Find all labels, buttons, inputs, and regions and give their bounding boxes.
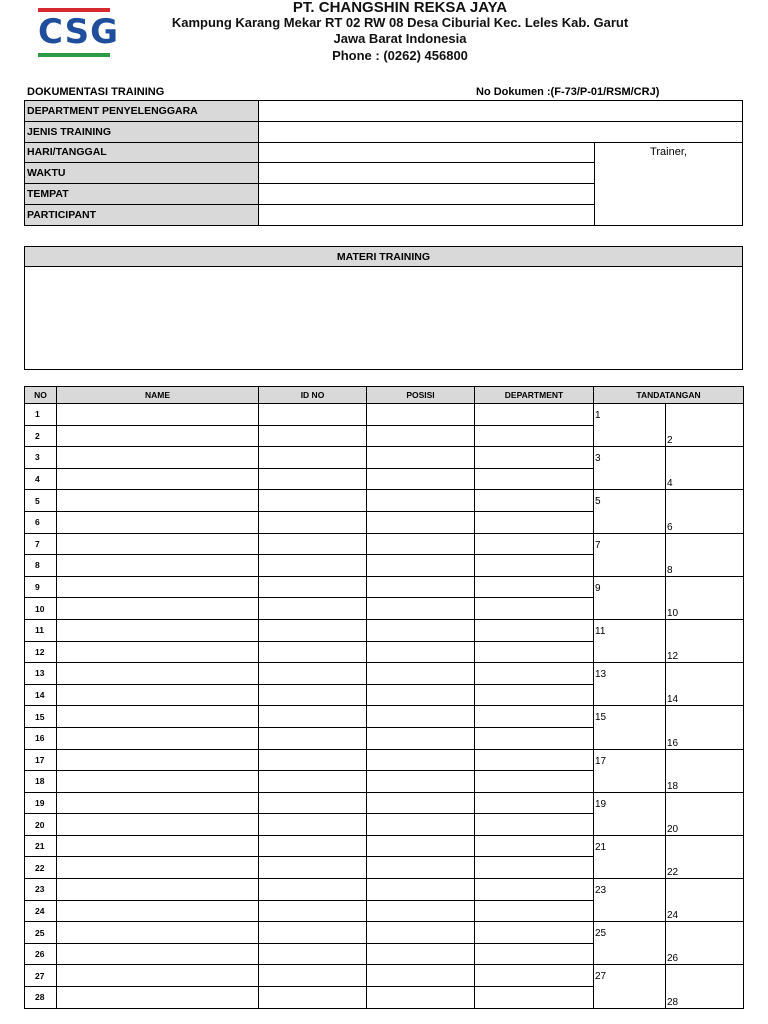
posisi-cell[interactable] xyxy=(367,533,475,555)
field-jenis-training[interactable] xyxy=(259,121,743,142)
department-cell[interactable] xyxy=(475,857,594,879)
column-header-posisi: POSISI xyxy=(367,387,475,404)
row-number: 4 xyxy=(25,468,57,490)
id-cell[interactable] xyxy=(259,447,367,469)
name-cell[interactable] xyxy=(57,749,259,771)
department-cell[interactable] xyxy=(475,490,594,512)
column-header-department: DEPARTMENT xyxy=(475,387,594,404)
name-cell[interactable] xyxy=(57,814,259,836)
signature-cell[interactable]: 26 xyxy=(666,922,744,965)
id-cell[interactable] xyxy=(259,490,367,512)
id-cell[interactable] xyxy=(259,987,367,1009)
id-cell[interactable] xyxy=(259,857,367,879)
signature-cell[interactable]: 8 xyxy=(666,533,744,576)
document-number: No Dokumen :(F-73/P-01/RSM/CRJ) xyxy=(476,86,660,98)
department-cell[interactable] xyxy=(475,511,594,533)
department-cell[interactable] xyxy=(475,792,594,814)
label-tempat: TEMPAT xyxy=(25,184,259,205)
table-row xyxy=(25,922,744,944)
department-cell[interactable] xyxy=(475,619,594,641)
department-cell[interactable] xyxy=(475,425,594,447)
id-cell[interactable] xyxy=(259,511,367,533)
department-cell[interactable] xyxy=(475,404,594,426)
signature-cell[interactable]: 15 xyxy=(594,706,666,749)
label-waktu: WAKTU xyxy=(25,163,259,184)
table-row xyxy=(25,792,744,814)
department-cell[interactable] xyxy=(475,663,594,685)
name-cell[interactable] xyxy=(57,598,259,620)
logo-green-bar xyxy=(38,53,110,57)
posisi-cell[interactable] xyxy=(367,792,475,814)
document-title: DOKUMENTASI TRAINING xyxy=(27,86,165,98)
name-cell[interactable] xyxy=(57,425,259,447)
row-number: 17 xyxy=(25,749,57,771)
company-name: PT. CHANGSHIN REKSA JAYA xyxy=(292,0,508,16)
name-cell[interactable] xyxy=(57,447,259,469)
signature-cell[interactable]: 21 xyxy=(594,835,666,878)
posisi-cell[interactable] xyxy=(367,727,475,749)
posisi-cell[interactable] xyxy=(367,771,475,793)
department-cell[interactable] xyxy=(475,879,594,901)
id-cell[interactable] xyxy=(259,879,367,901)
table-row xyxy=(25,706,744,728)
logo-text: CSG xyxy=(38,12,119,52)
signature-cell[interactable]: 18 xyxy=(666,749,744,792)
materi-training-table xyxy=(24,246,743,370)
name-cell[interactable] xyxy=(57,879,259,901)
name-cell[interactable] xyxy=(57,922,259,944)
field-participant[interactable] xyxy=(259,204,595,225)
column-header-no: NO xyxy=(25,387,57,404)
department-cell[interactable] xyxy=(475,555,594,577)
row-number: 6 xyxy=(25,511,57,533)
materi-header: MATERI TRAINING xyxy=(25,247,743,267)
posisi-cell[interactable] xyxy=(367,835,475,857)
department-cell[interactable] xyxy=(475,943,594,965)
id-cell[interactable] xyxy=(259,749,367,771)
signature-cell[interactable]: 4 xyxy=(666,447,744,490)
name-cell[interactable] xyxy=(57,857,259,879)
department-cell[interactable] xyxy=(475,727,594,749)
row-number: 1 xyxy=(25,404,57,426)
row-number: 16 xyxy=(25,727,57,749)
row-number: 5 xyxy=(25,490,57,512)
department-cell[interactable] xyxy=(475,900,594,922)
id-cell[interactable] xyxy=(259,555,367,577)
signature-cell[interactable]: 16 xyxy=(666,706,744,749)
department-cell[interactable] xyxy=(475,447,594,469)
department-cell[interactable] xyxy=(475,771,594,793)
row-number: 20 xyxy=(25,814,57,836)
name-cell[interactable] xyxy=(57,965,259,987)
department-cell[interactable] xyxy=(475,468,594,490)
table-row xyxy=(25,404,744,426)
row-number: 8 xyxy=(25,555,57,577)
id-cell[interactable] xyxy=(259,727,367,749)
row-number: 18 xyxy=(25,771,57,793)
name-cell[interactable] xyxy=(57,771,259,793)
signature-cell[interactable]: 23 xyxy=(594,879,666,922)
posisi-cell[interactable] xyxy=(367,706,475,728)
name-cell[interactable] xyxy=(57,900,259,922)
name-cell[interactable] xyxy=(57,555,259,577)
name-cell[interactable] xyxy=(57,511,259,533)
table-row xyxy=(25,965,744,987)
label-hari-tanggal: HARI/TANGGAL xyxy=(25,142,259,163)
name-cell[interactable] xyxy=(57,468,259,490)
document-header xyxy=(0,0,768,70)
row-number: 26 xyxy=(25,943,57,965)
company-address-line1: Kampung Karang Mekar RT 02 RW 08 Desa Ciburial Kec. Leles Kab. Garut xyxy=(171,15,629,30)
signature-cell[interactable]: 11 xyxy=(594,619,666,662)
label-department: DEPARTMENT PENYELENGGARA xyxy=(25,101,259,122)
signature-cell[interactable]: 13 xyxy=(594,663,666,706)
department-cell[interactable] xyxy=(475,835,594,857)
posisi-cell[interactable] xyxy=(367,404,475,426)
id-cell[interactable] xyxy=(259,792,367,814)
name-cell[interactable] xyxy=(57,641,259,663)
row-number: 2 xyxy=(25,425,57,447)
posisi-cell[interactable] xyxy=(367,943,475,965)
signature-cell[interactable]: 24 xyxy=(666,879,744,922)
id-cell[interactable] xyxy=(259,663,367,685)
posisi-cell[interactable] xyxy=(367,641,475,663)
label-jenis-training: JENIS TRAINING xyxy=(25,121,259,142)
posisi-cell[interactable] xyxy=(367,922,475,944)
id-cell[interactable] xyxy=(259,404,367,426)
table-row xyxy=(25,576,744,598)
row-number: 19 xyxy=(25,792,57,814)
signature-cell[interactable]: 12 xyxy=(666,619,744,662)
table-row xyxy=(25,490,744,512)
row-number: 3 xyxy=(25,447,57,469)
signature-cell[interactable]: 1 xyxy=(594,404,666,447)
posisi-cell[interactable] xyxy=(367,965,475,987)
posisi-cell[interactable] xyxy=(367,447,475,469)
department-cell[interactable] xyxy=(475,706,594,728)
department-cell[interactable] xyxy=(475,576,594,598)
department-cell[interactable] xyxy=(475,598,594,620)
signature-cell[interactable]: 27 xyxy=(594,965,666,1008)
field-department[interactable] xyxy=(259,101,743,122)
row-number: 21 xyxy=(25,835,57,857)
column-header-tandatangan: TANDATANGAN xyxy=(594,387,744,404)
posisi-cell[interactable] xyxy=(367,576,475,598)
name-cell[interactable] xyxy=(57,835,259,857)
signature-cell[interactable]: 10 xyxy=(666,576,744,619)
row-number: 23 xyxy=(25,879,57,901)
id-cell[interactable] xyxy=(259,425,367,447)
row-number: 7 xyxy=(25,533,57,555)
posisi-cell[interactable] xyxy=(367,879,475,901)
id-cell[interactable] xyxy=(259,835,367,857)
name-cell[interactable] xyxy=(57,576,259,598)
company-address-line2: Jawa Barat Indonesia xyxy=(333,31,467,46)
posisi-cell[interactable] xyxy=(367,663,475,685)
posisi-cell[interactable] xyxy=(367,555,475,577)
department-cell[interactable] xyxy=(475,922,594,944)
signature-cell[interactable]: 25 xyxy=(594,922,666,965)
id-cell[interactable] xyxy=(259,922,367,944)
id-cell[interactable] xyxy=(259,684,367,706)
posisi-cell[interactable] xyxy=(367,468,475,490)
name-cell[interactable] xyxy=(57,533,259,555)
row-number: 24 xyxy=(25,900,57,922)
posisi-cell[interactable] xyxy=(367,749,475,771)
id-cell[interactable] xyxy=(259,706,367,728)
table-row xyxy=(25,533,744,555)
column-header-name: NAME xyxy=(57,387,259,404)
signature-cell[interactable]: 7 xyxy=(594,533,666,576)
id-cell[interactable] xyxy=(259,533,367,555)
department-cell[interactable] xyxy=(475,641,594,663)
row-number: 28 xyxy=(25,987,57,1009)
name-cell[interactable] xyxy=(57,792,259,814)
posisi-cell[interactable] xyxy=(367,900,475,922)
table-row xyxy=(25,835,744,857)
row-number: 10 xyxy=(25,598,57,620)
row-number: 11 xyxy=(25,619,57,641)
id-cell[interactable] xyxy=(259,598,367,620)
signature-cell[interactable]: 14 xyxy=(666,663,744,706)
table-row xyxy=(25,619,744,641)
name-cell[interactable] xyxy=(57,943,259,965)
participants-table xyxy=(24,386,744,1009)
department-cell[interactable] xyxy=(475,987,594,1009)
row-number: 22 xyxy=(25,857,57,879)
row-number: 15 xyxy=(25,706,57,728)
label-participant: PARTICIPANT xyxy=(25,204,259,225)
table-row xyxy=(25,879,744,901)
signature-cell[interactable]: 2 xyxy=(666,404,744,447)
row-number: 13 xyxy=(25,663,57,685)
materi-content-area[interactable] xyxy=(25,267,743,370)
row-number: 27 xyxy=(25,965,57,987)
training-info-table xyxy=(24,100,743,226)
signature-cell[interactable]: 3 xyxy=(594,447,666,490)
id-cell[interactable] xyxy=(259,900,367,922)
company-phone: Phone : (0262) 456800 xyxy=(332,48,468,63)
posisi-cell[interactable] xyxy=(367,511,475,533)
id-cell[interactable] xyxy=(259,619,367,641)
posisi-cell[interactable] xyxy=(367,857,475,879)
signature-cell[interactable]: 6 xyxy=(666,490,744,533)
company-info xyxy=(150,0,650,64)
posisi-cell[interactable] xyxy=(367,814,475,836)
field-hari-tanggal[interactable] xyxy=(259,142,595,163)
id-cell[interactable] xyxy=(259,641,367,663)
field-tempat[interactable] xyxy=(259,184,595,205)
department-cell[interactable] xyxy=(475,814,594,836)
signature-cell[interactable]: 22 xyxy=(666,835,744,878)
posisi-cell[interactable] xyxy=(367,619,475,641)
table-row xyxy=(25,447,744,469)
posisi-cell[interactable] xyxy=(367,987,475,1009)
row-number: 12 xyxy=(25,641,57,663)
signature-cell[interactable]: 20 xyxy=(666,792,744,835)
posisi-cell[interactable] xyxy=(367,490,475,512)
posisi-cell[interactable] xyxy=(367,684,475,706)
name-cell[interactable] xyxy=(57,987,259,1009)
name-cell[interactable] xyxy=(57,490,259,512)
department-cell[interactable] xyxy=(475,533,594,555)
id-cell[interactable] xyxy=(259,943,367,965)
signature-cell[interactable]: 9 xyxy=(594,576,666,619)
trainer-signature-box[interactable] xyxy=(595,142,743,225)
company-logo xyxy=(38,8,119,60)
name-cell[interactable] xyxy=(57,684,259,706)
row-number: 14 xyxy=(25,684,57,706)
posisi-cell[interactable] xyxy=(367,598,475,620)
id-cell[interactable] xyxy=(259,814,367,836)
id-cell[interactable] xyxy=(259,771,367,793)
row-number: 9 xyxy=(25,576,57,598)
name-cell[interactable] xyxy=(57,663,259,685)
name-cell[interactable] xyxy=(57,404,259,426)
department-cell[interactable] xyxy=(475,684,594,706)
trainer-label: Trainer, xyxy=(650,145,687,158)
table-row xyxy=(25,749,744,771)
name-cell[interactable] xyxy=(57,706,259,728)
signature-cell[interactable]: 19 xyxy=(594,792,666,835)
row-number: 25 xyxy=(25,922,57,944)
id-cell[interactable] xyxy=(259,965,367,987)
field-waktu[interactable] xyxy=(259,163,595,184)
id-cell[interactable] xyxy=(259,468,367,490)
department-cell[interactable] xyxy=(475,749,594,771)
name-cell[interactable] xyxy=(57,727,259,749)
signature-cell[interactable]: 28 xyxy=(666,965,744,1008)
table-row xyxy=(25,663,744,685)
column-header-id: ID NO xyxy=(259,387,367,404)
signature-cell[interactable]: 17 xyxy=(594,749,666,792)
name-cell[interactable] xyxy=(57,619,259,641)
signature-cell[interactable]: 5 xyxy=(594,490,666,533)
id-cell[interactable] xyxy=(259,576,367,598)
posisi-cell[interactable] xyxy=(367,425,475,447)
department-cell[interactable] xyxy=(475,965,594,987)
